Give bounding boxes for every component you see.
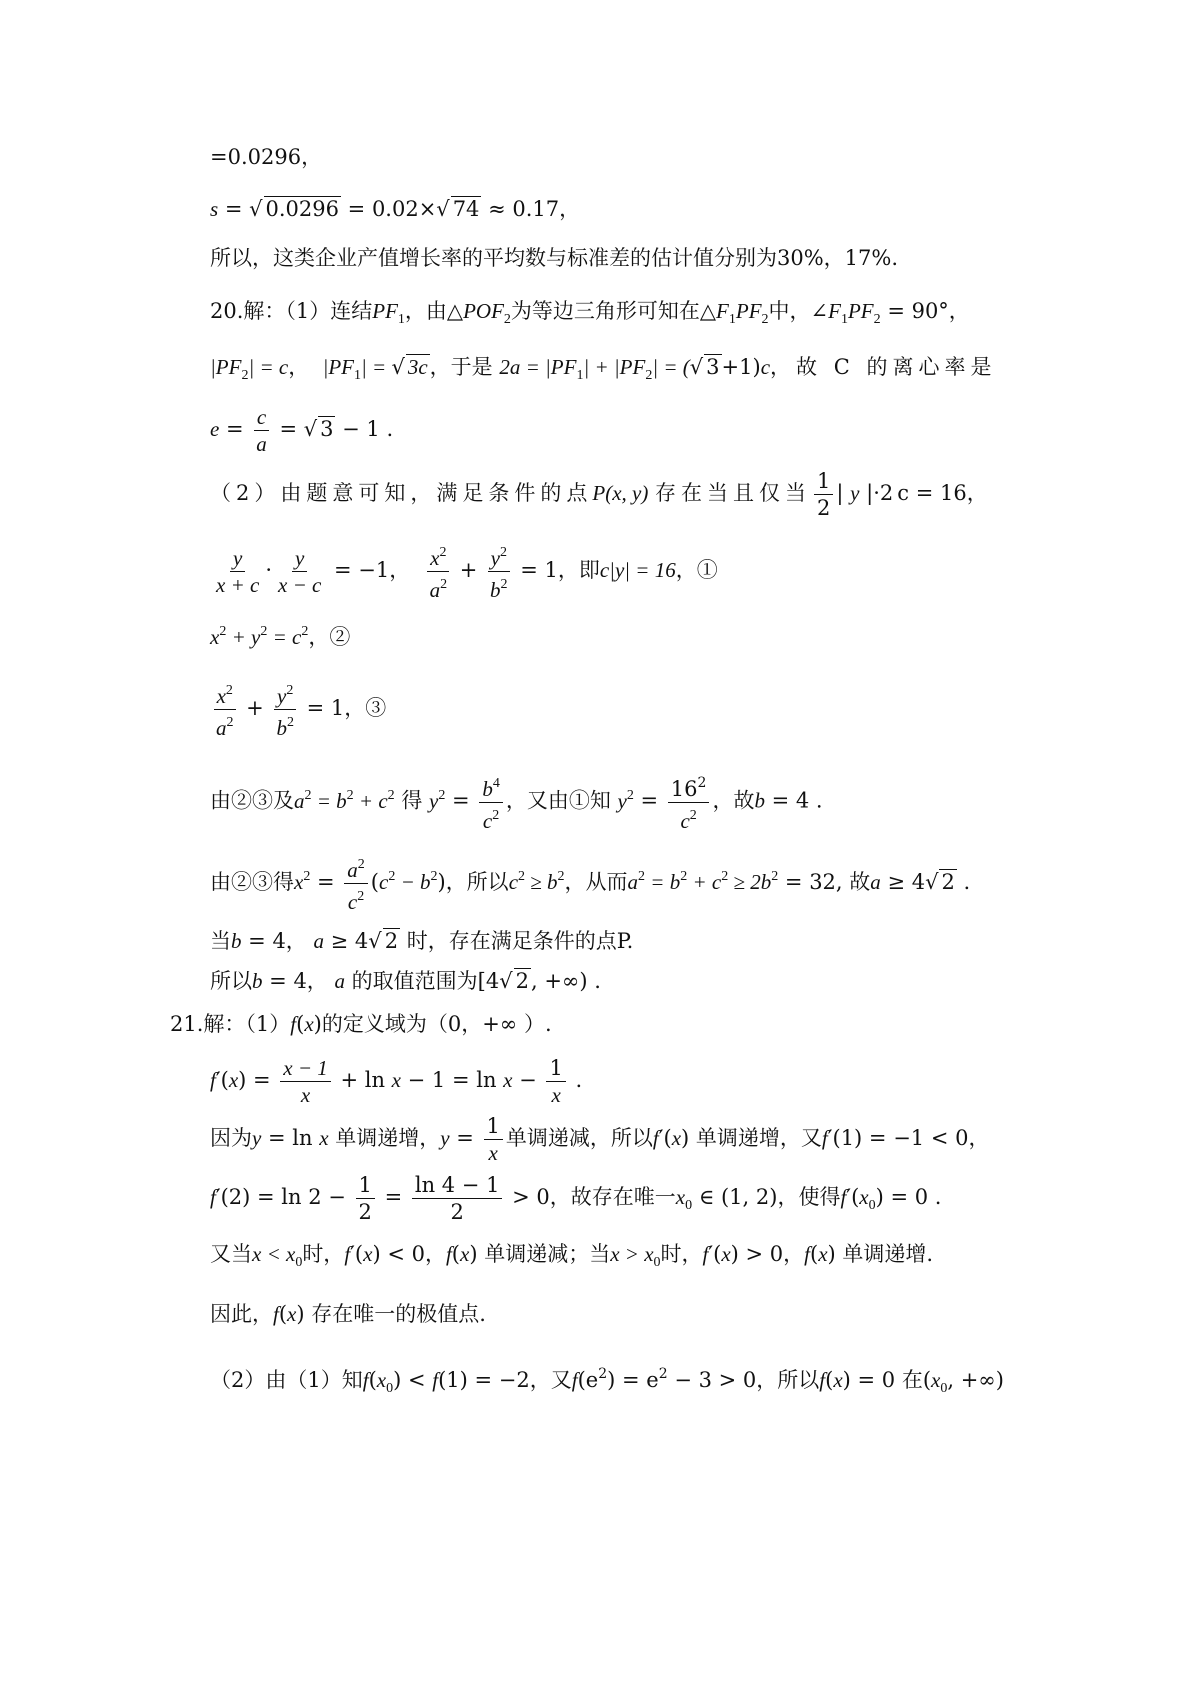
text-20a: 因此， xyxy=(210,1302,273,1326)
text-15b: 的定义域为（0，+∞ ）. xyxy=(321,1012,552,1036)
text-19a: 又当 xyxy=(210,1242,252,1266)
text-14b: 的取值范围为 xyxy=(351,969,478,993)
text-17b: 单调递增， xyxy=(335,1126,441,1150)
text-7b: 存在当且仅当 xyxy=(655,481,812,505)
line-4: 20.解：（1）连结$PF_1$，由$\triangle POF_2$为等边三角形可知在$\triangle F_1PF_2$中，$\angle F_1PF_2 = 90^\circ$， xyxy=(210,299,970,327)
line-5: $|PF_2| = c$， $|PF_1|$ = √ 3c，于是 $2a = |PF_1| + |PF_2|$ = (√ 3+1)c，故 C 的离心率是 xyxy=(210,355,997,383)
line-1 xyxy=(210,143,322,171)
text-8a: ，即 xyxy=(557,558,600,582)
text-17d: 单调递增，又 xyxy=(695,1126,822,1150)
line-11: 由②③及$a^2 = b^2 + c^2$ 得 $y^2$ = $\frac{b^4}{c^2}$ ，又由①知 $y^2$ = $\frac{16^2}{c^2}$ ，故b = 4 . xyxy=(210,770,823,834)
text-12c: ，从而 xyxy=(564,870,628,894)
text-17a: 因为 xyxy=(210,1126,252,1150)
text-1: =0.0296， xyxy=(210,145,323,169)
line-8: $\frac{y}{x + c}$ · $\frac{y}{x - c}$ = −1， $\frac{x^2}{a^2}$ + $\frac{y^2}{b^2}$ = 1，即c|y| = 16，① xyxy=(210,540,718,603)
line-2-formula: s = √ 0.0296 = 0.02×√ 74 ≈ 0.17， xyxy=(210,197,581,221)
text-9: ② xyxy=(329,625,351,649)
line-3 xyxy=(210,244,898,272)
text-21d: 在 xyxy=(901,1368,923,1392)
text-11d: ，故 xyxy=(712,788,755,813)
text-12a: 由②③得 xyxy=(210,870,294,894)
line-15: 21.解：（1）f(x)的定义域为（0，+∞ ）. xyxy=(170,1012,552,1036)
line-13: 当b = 4， a ≥ 4√ 2 时，存在满足条件的点P. xyxy=(210,929,634,953)
text-18a: ，故存在唯一 xyxy=(549,1185,676,1209)
text-21c: ，所以 xyxy=(756,1368,820,1392)
text-12b: ，所以 xyxy=(445,870,509,894)
line-21: （2）由（1）知$f(x_0) < f(1) = -2$，又$f(e^2) = e^2 - 3 > 0$，所以f(x) = 0 在($x_0$, +∞) xyxy=(210,1366,1004,1396)
text-4d: 中， xyxy=(768,299,811,323)
text-11b: 得 xyxy=(401,788,423,813)
line-12: 由②③得$x^2$ = $\frac{a^2}{c^2}$ $(c^2 - b^2)$，所以$c^2 \ge b^2$，从而$a^2 = b^2 + c^2 \ge 2b^2 = 32$, 故a ≥ 4√ 2 . xyxy=(210,852,970,915)
text-10: ③ xyxy=(365,696,387,720)
line-18: f′(2) = ln 2 − $\frac{1}{2}$ = $\frac{\ln 4 - 1}{2}$ > 0，故存在唯一$x_0$ ∈ (1, 2)，使得$f'(x_0) = 0$ . xyxy=(210,1173,942,1224)
text-15a: 21.解：（1） xyxy=(170,1012,291,1036)
text-12d: 故 xyxy=(849,870,871,894)
line-17: 因为y = ln x 单调递增，y = $\frac{1}{x}$ 单调递减，所以f′(x) 单调递增，又f′(1) = −1 < 0， xyxy=(210,1114,990,1165)
line-20: 因此，f(x) 存在唯一的极值点. xyxy=(210,1302,486,1326)
text-18b: ，使得 xyxy=(777,1185,841,1209)
text-3: 所以，这类企业产值增长率的平均数与标准差的估计值分别为30%，17%. xyxy=(210,246,899,270)
line-10: $\frac{x^2}{a^2}$ + $\frac{y^2}{b^2}$ = 1，③ xyxy=(210,678,386,741)
text-4b: ，由 xyxy=(404,299,447,323)
text-19c: 单调递减；当 xyxy=(484,1242,611,1266)
text-19d: 单调递增. xyxy=(842,1242,934,1266)
text-7a: （2）由题意可知，满足条件的点 xyxy=(210,481,593,505)
line-16: f′(x) = $\frac{x - 1}{x}$ + ln x − 1 = ln x − $\frac{1}{x}$ . xyxy=(210,1056,583,1107)
text-8b: ① xyxy=(696,558,718,582)
text-14a: 所以 xyxy=(210,969,252,993)
text-4c: 为等边三角形可知在 xyxy=(510,299,700,323)
text-13b: 时，存在满足条件的点P. xyxy=(406,929,634,953)
text-5a: ，于是 xyxy=(429,355,493,379)
text-11a: 由②③及 xyxy=(210,788,294,813)
line-6: e = $\frac{c}{a}$ = √ 3 − 1 . xyxy=(210,405,394,456)
text-20b: 存在唯一的极值点. xyxy=(311,1302,486,1326)
text-21a: （2）由（1）知 xyxy=(210,1368,363,1392)
text-13a: 当 xyxy=(210,929,231,953)
text-21b: ，又 xyxy=(529,1368,572,1392)
line-14: 所以b = 4， a 的取值范围为[4√ 2, +∞) . xyxy=(210,969,601,993)
line-19: 又当$x < x_0$时，f′(x) < 0，f(x) 单调递减；当$x > x_0$时，f′(x) > 0，f(x) 单调递增. xyxy=(210,1242,934,1270)
text-4a: 20.解：（1）连结 xyxy=(210,299,373,323)
text-19b: 时， xyxy=(302,1242,345,1266)
line-7: （2）由题意可知，满足条件的点P(x, y) 存在当且仅当 $\frac{1}{2}$ | y |·2 c = 16， xyxy=(210,469,988,520)
text-11c: ，又由①知 xyxy=(505,788,611,813)
text-17c: 单调递减，所以 xyxy=(505,1126,653,1150)
text-5b: ，故 C 的离心率是 xyxy=(770,355,997,379)
line-9: $x^2 + y^2 = c^2$，② xyxy=(210,624,351,649)
